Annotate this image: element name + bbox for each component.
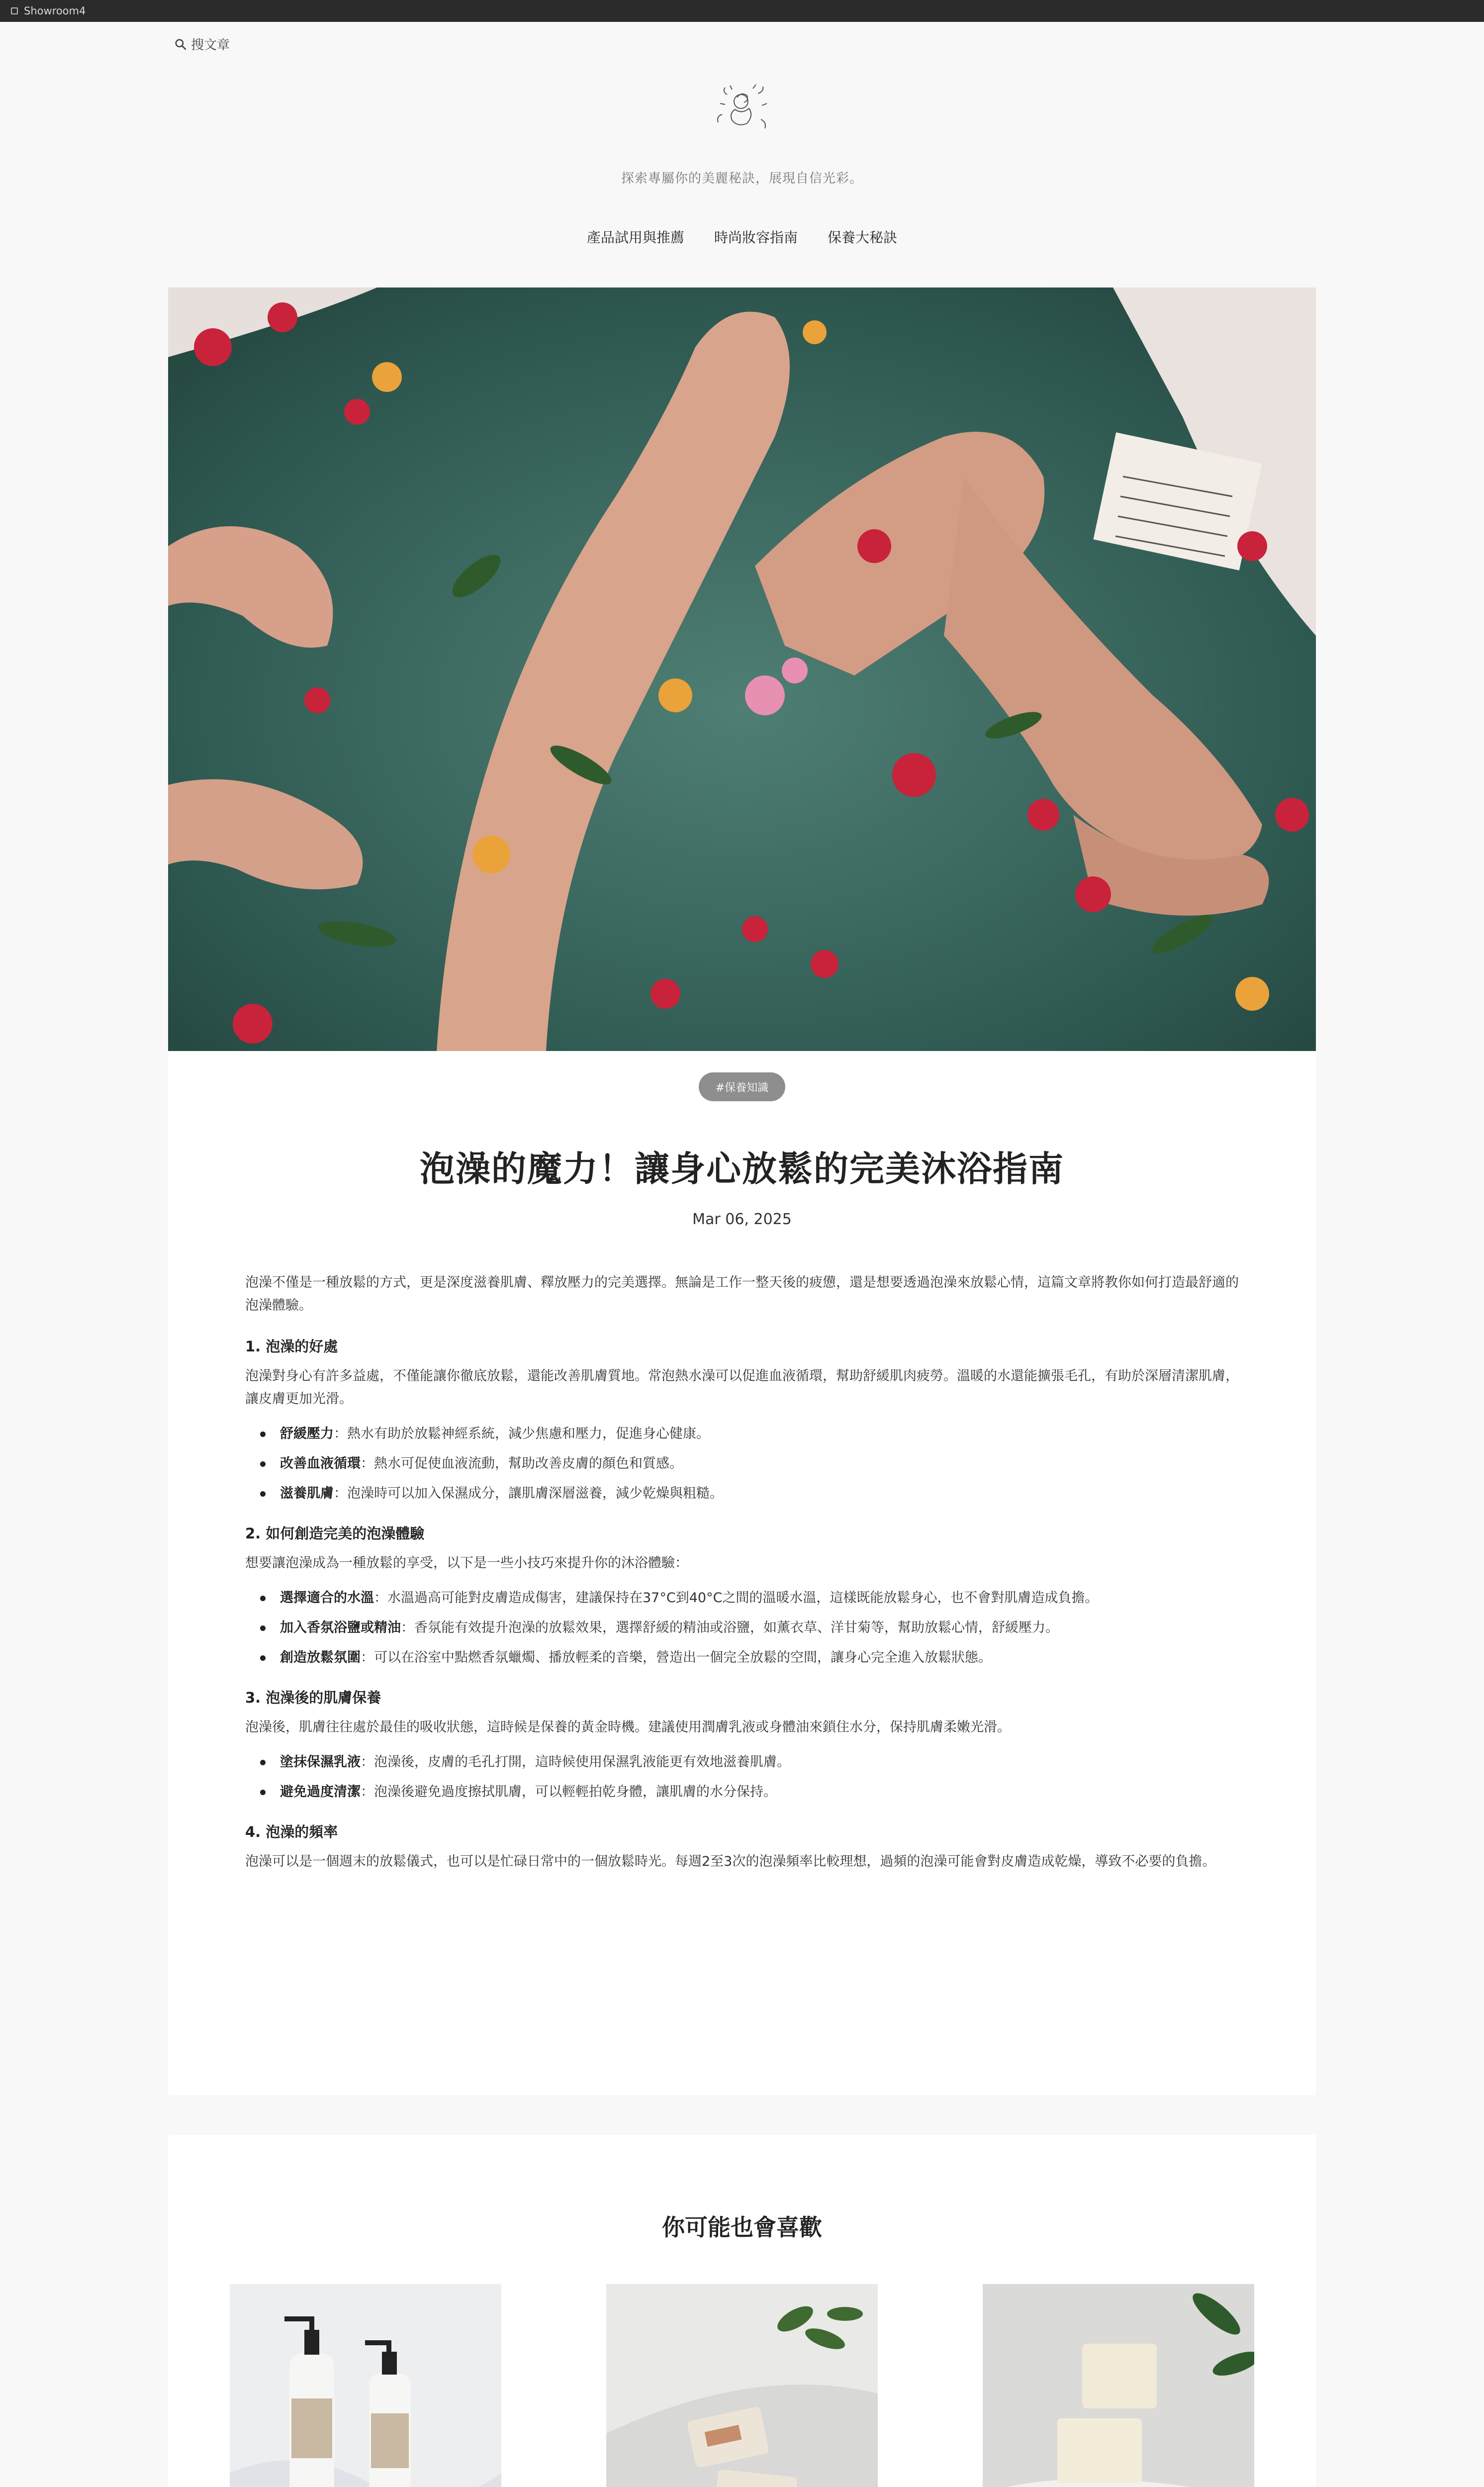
list-item: 改善血液循環：熱水可促使血液流動，幫助改善皮膚的顏色和質感。 <box>245 1452 1240 1475</box>
main-nav <box>0 227 1484 247</box>
section-heading: 4. 泡澡的頻率 <box>245 1823 338 1840</box>
search-label: 搜文章 <box>191 38 230 53</box>
search-icon <box>174 38 187 51</box>
logo-icon[interactable] <box>712 80 772 139</box>
article-tag[interactable]: #保養知識 <box>699 1072 785 1101</box>
bullet-list <box>245 1423 1240 1505</box>
section-heading: 3. 泡澡後的肌膚保養 <box>245 1689 381 1706</box>
section-text: 想要讓泡澡成為一種放鬆的享受，以下是一些小技巧來提升你的沐浴體驗： <box>245 1555 688 1571</box>
tab-title[interactable]: Showroom4 <box>24 5 86 17</box>
recommend-section <box>168 2135 1316 2487</box>
list-item: 滋養肌膚：泡澡時可以加入保濕成分，讓肌膚深層滋養，減少乾燥與粗糙。 <box>245 1482 1240 1505</box>
search-button[interactable] <box>174 35 230 53</box>
browser-tab-bar <box>0 0 1484 22</box>
nav-item-skincare-tips[interactable]: 保養大秘訣 <box>828 229 898 246</box>
section-heading: 2. 如何創造完美的泡澡體驗 <box>245 1525 425 1542</box>
list-item: 選擇適合的水溫：水溫過高可能對皮膚造成傷害，建議保持在37°C到40°C之間的溫暖水溫，這樣既能放鬆身心，也不會對肌膚造成負擔。 <box>245 1587 1240 1610</box>
hero-image <box>168 287 1316 1051</box>
nav-item-product-reviews[interactable]: 產品試用與推薦 <box>586 229 684 246</box>
list-item: 創造放鬆氛圍：可以在浴室中點燃香氛蠟燭、播放輕柔的音樂，營造出一個完全放鬆的空間，讓身心完全進入放鬆狀態。 <box>245 1646 1240 1669</box>
article-intro: 泡澡不僅是一種放鬆的方式，更是深度滋養肌膚、釋放壓力的完美選擇。無論是工作一整天後的疲憊，還是想要透過泡澡來放鬆心情，這篇文章將教你如何打造最舒適的泡澡體驗。 <box>245 1275 1239 1313</box>
product-image[interactable] <box>230 2284 501 2487</box>
list-item: 舒緩壓力：熱水有助於放鬆神經系統，減少焦慮和壓力，促進身心健康。 <box>245 1423 1240 1445</box>
section-text: 泡澡可以是一個週末的放鬆儀式，也可以是忙碌日常中的一個放鬆時光。每週2至3次的泡澡頻率比較理想，過頻的泡澡可能會對皮膚造成乾燥，導致不必要的負擔。 <box>245 1854 1216 1869</box>
site-tagline: 探索專屬你的美麗秘訣，展現自信光彩。 <box>621 171 863 186</box>
product-card <box>983 2284 1254 2487</box>
list-item: 避免過度清潔：泡澡後避免過度擦拭肌膚，可以輕輕拍乾身體，讓肌膚的水分保持。 <box>245 1781 1240 1804</box>
section-text: 泡澡後，肌膚往往處於最佳的吸收狀態，這時候是保養的黃金時機。建議使用潤膚乳液或身體油來鎖住水分，保持肌膚柔嫩光滑。 <box>245 1720 1011 1735</box>
section-heading: 1. 泡澡的好處 <box>245 1338 338 1355</box>
article-card <box>168 287 1316 2095</box>
bullet-list <box>245 1751 1240 1804</box>
page-icon <box>11 7 18 14</box>
product-card <box>230 2284 501 2487</box>
recommend-title: 你可能也會喜歡 <box>662 2214 822 2241</box>
product-image[interactable] <box>606 2284 878 2487</box>
product-image[interactable] <box>983 2284 1254 2487</box>
list-item: 塗抹保濕乳液：泡澡後，皮膚的毛孔打開，這時候使用保濕乳液能更有效地滋養肌膚。 <box>245 1751 1240 1774</box>
article-date: Mar 06, 2025 <box>692 1211 792 1228</box>
bullet-list <box>245 1587 1240 1669</box>
section-text: 泡澡對身心有許多益處，不僅能讓你徹底放鬆，還能改善肌膚質地。常泡熱水澡可以促進血液循環，幫助舒緩肌肉疲勞。溫暖的水還能擴張毛孔，有助於深層清潔肌膚，讓皮膚更加光滑。 <box>245 1368 1239 1407</box>
article-title: 泡澡的魔力！讓身心放鬆的完美沐浴指南 <box>420 1148 1064 1189</box>
nav-item-makeup-guide[interactable]: 時尚妝容指南 <box>714 229 798 246</box>
product-card <box>606 2284 878 2487</box>
article-body <box>245 1271 1240 1891</box>
list-item: 加入香氛浴鹽或精油：香氛能有效提升泡澡的放鬆效果，選擇舒緩的精油或浴鹽，如薰衣草、洋甘菊等，幫助放鬆心情，舒緩壓力。 <box>245 1617 1240 1639</box>
